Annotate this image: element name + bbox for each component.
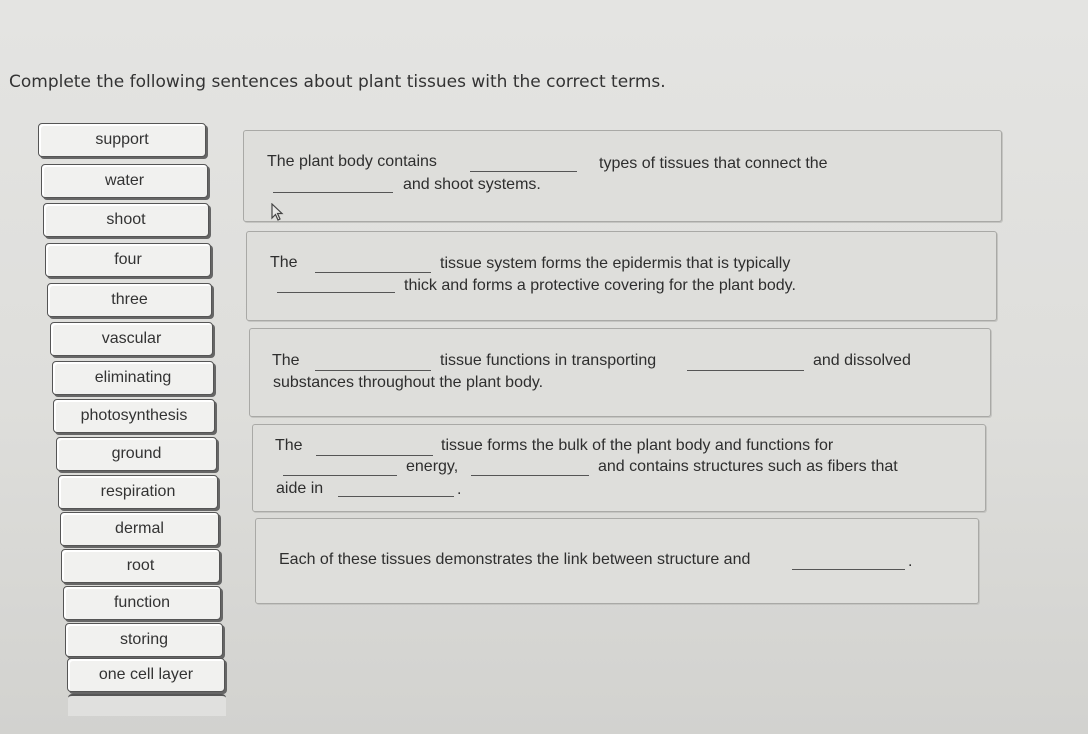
sentence-box-4 <box>252 424 986 512</box>
sentence-box-2 <box>246 231 997 321</box>
instructions-text: Complete the following sentences about plant tissues with the correct terms. <box>9 72 666 92</box>
sentence-4-part-a: The <box>275 437 303 454</box>
blank-4-2[interactable] <box>283 475 397 476</box>
sentence-4-part-b: tissue forms the bulk of the plant body and functions for <box>441 437 834 454</box>
blank-4-4[interactable] <box>338 496 454 497</box>
sentence-4-part-c: energy, <box>406 458 459 475</box>
blank-2-2[interactable] <box>277 292 395 293</box>
blank-1-1[interactable] <box>470 171 577 172</box>
sentence-3-part-c: and dissolved <box>813 352 911 369</box>
blank-3-2[interactable] <box>687 370 804 371</box>
term-root[interactable]: root <box>61 549 220 583</box>
blank-4-1[interactable] <box>316 455 433 456</box>
blank-2-1[interactable] <box>315 272 431 273</box>
term-photosynthesis[interactable]: photosynthesis <box>53 399 215 433</box>
term-three[interactable]: three <box>47 283 212 317</box>
term-function[interactable]: function <box>63 586 221 620</box>
term-four[interactable]: four <box>45 243 211 277</box>
term-respiration[interactable]: respiration <box>58 475 218 509</box>
term-ground[interactable]: ground <box>56 437 217 471</box>
blank-1-2[interactable] <box>273 192 393 193</box>
term-water[interactable]: water <box>41 164 208 198</box>
sentence-2-part-c: thick and forms a protective covering for the plant body. <box>404 277 796 294</box>
term-one-cell-layer[interactable]: one cell layer <box>67 658 225 692</box>
mouse-pointer-icon <box>270 203 286 223</box>
sentence-1-part-b: types of tissues that connect the <box>599 155 828 172</box>
blank-5-1[interactable] <box>792 569 905 570</box>
sentence-1-part-a: The plant body contains <box>267 153 437 170</box>
sentence-box-1 <box>243 130 1002 222</box>
sentence-2-part-b: tissue system forms the epidermis that is typically <box>440 255 791 272</box>
sentence-box-5 <box>255 518 979 604</box>
term-vascular[interactable]: vascular <box>50 322 213 356</box>
sentence-4-part-e: aide in <box>276 480 324 497</box>
term-shoot[interactable]: shoot <box>43 203 209 237</box>
sentence-3-part-a: The <box>272 352 300 369</box>
term-dermal[interactable]: dermal <box>60 512 219 546</box>
term-eliminating[interactable]: eliminating <box>52 361 214 395</box>
sentence-3-part-b: tissue functions in transporting <box>440 352 657 369</box>
sentence-4-part-d: and contains structures such as fibers that <box>598 458 898 475</box>
term-support[interactable]: support <box>38 123 206 157</box>
word-bank <box>0 0 240 734</box>
blank-3-1[interactable] <box>315 370 431 371</box>
sentence-4-part-f: . <box>457 481 462 498</box>
term-partial-hidden <box>68 694 226 716</box>
sentence-5-part-a: Each of these tissues demonstrates the link between structure and <box>279 551 751 568</box>
sentence-5-part-b: . <box>908 553 913 570</box>
sentence-1-part-c: and shoot systems. <box>403 176 541 193</box>
sentence-3-part-d: substances throughout the plant body. <box>273 374 544 391</box>
sentence-box-3 <box>249 328 991 417</box>
term-storing[interactable]: storing <box>65 623 223 657</box>
blank-4-3[interactable] <box>471 475 589 476</box>
sentence-2-part-a: The <box>270 254 298 271</box>
